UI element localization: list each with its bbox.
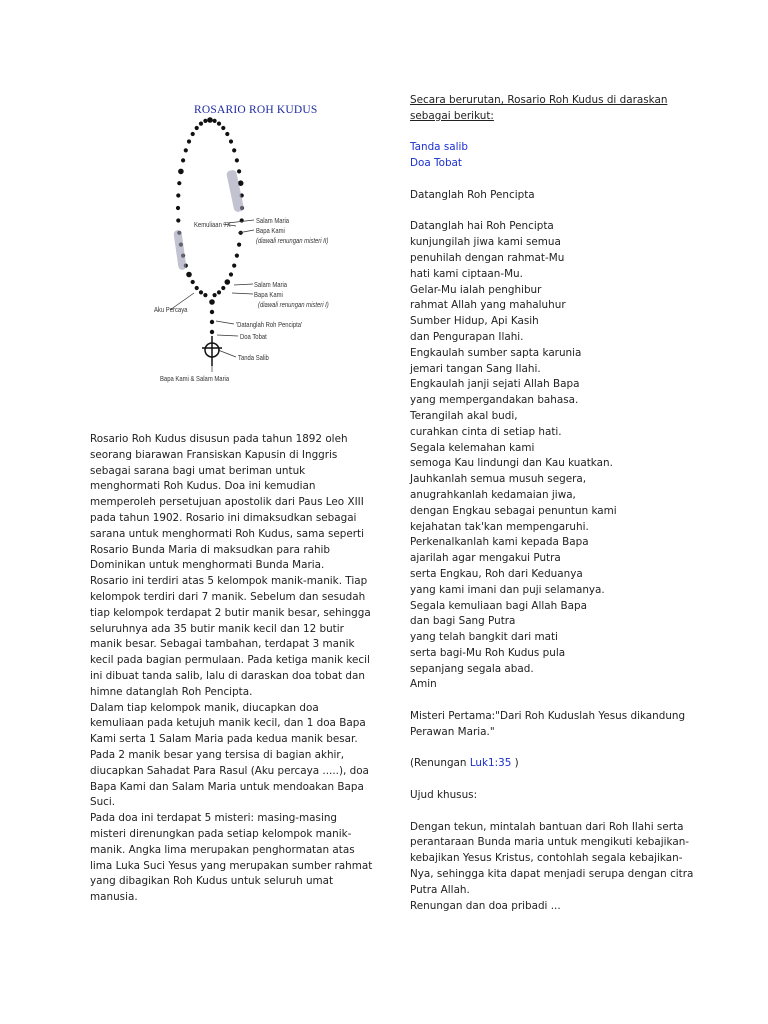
hymn-line: dengan Engkau sebagai penuntun kami: [410, 504, 617, 517]
closing-line: Nya, sehingga kita dapat menjadi serupa dengan citra: [410, 868, 694, 881]
body-text-line: misteri direnungkan pada setiap kelompok manik-: [90, 827, 352, 840]
body-text-line: manik besar. Sebagai tambahan, terdapat 3 manik: [90, 638, 355, 651]
body-text-line: diucapkan Sahadat Para Rasul (Aku percaya .....), doa: [90, 764, 369, 777]
body-text-line: memperoleh persetujuan apostolik dari Paus Leo XIII: [90, 496, 364, 509]
rosary-bead: [209, 299, 215, 305]
rosary-bead: [195, 126, 199, 130]
hymn-line: dan Pengurapan Ilahi.: [410, 330, 524, 343]
rosary-bead: [217, 122, 221, 126]
hymn-line: Perkenalkanlah kami kepada Bapa: [410, 536, 589, 549]
body-text-line: kelompok terdiri dari 7 manik. Sebelum dan sesudah: [90, 590, 366, 603]
body-text-line: manusia.: [90, 891, 138, 904]
body-text-line: seluruhnya ada 35 butir manik kecil dan 12 butir: [90, 622, 344, 635]
rosary-bead: [210, 320, 214, 324]
rosary-bead: [217, 290, 221, 294]
label-salam-maria-2: Salam Maria: [256, 216, 290, 225]
intro-line: sebagai berikut:: [410, 109, 494, 122]
label-bapa-kami-2: Bapa Kami: [256, 226, 285, 235]
hymn-lines: [410, 219, 710, 693]
rosary-bead: [235, 254, 239, 258]
body-text-line: kecil pada bagian permulaan. Pada ketiga manik kecil: [90, 654, 370, 667]
hymn-line: serta Engkau, Roh dari Keduanya: [410, 567, 583, 580]
hymn-line: kunjungilah jiwa kami semua: [410, 236, 561, 249]
rosary-bead: [229, 139, 233, 143]
hymn-line: yang telah bangkit dari mati: [410, 631, 558, 644]
link-luk-1-35[interactable]: Luk1:35: [469, 757, 512, 770]
body-text-line: Dalam tiap kelompok manik, diucapkan doa: [90, 701, 319, 714]
body-text-line: sarana untuk menghormati Roh Kudus, sama seperti: [90, 527, 364, 540]
label-aku-percaya: Aku Percaya: [154, 305, 188, 314]
hymn-line: curahkan cinta di setiap hati.: [410, 425, 562, 438]
closing-line: Dengan tekun, mintalah bantuan dari Roh Ilahi serta: [410, 820, 684, 833]
body-text-line: Dominikan untuk menghormati Bunda Maria.: [90, 559, 325, 572]
label-salam-maria-1: Salam Maria: [254, 280, 288, 289]
rosary-bead: [203, 119, 207, 123]
prayer-text-column: [410, 93, 710, 914]
hymn-line: kejahatan tak'kan mempengaruhi.: [410, 520, 589, 533]
hymn-line: Terangilah akal budi,: [410, 409, 518, 422]
hymn-line: Datanglah hai Roh Pencipta: [410, 220, 554, 233]
body-text-line: Kami serta 1 Salam Maria pada kedua manik besar.: [90, 733, 358, 746]
body-text-line: ini dibuat tanda salib, lalu di daraskan doa tobat dan: [90, 669, 365, 682]
rosary-bead: [176, 193, 180, 197]
hymn-line: ajarilah agar mengakui Putra: [410, 552, 561, 565]
label-datanglah: 'Datanglah Roh Pencipta': [236, 320, 303, 329]
rosary-bead: [181, 158, 185, 162]
rosary-bead: [187, 139, 191, 143]
body-text-line: Rosario Bunda Maria di maksudkan para rahib: [90, 543, 331, 556]
rosary-bead: [207, 117, 213, 123]
label-kemuliaan: Kemuliaan 7X: [194, 220, 231, 229]
body-text-line: menghormati Roh Kudus. Doa ini kemudian: [90, 480, 316, 493]
hymn-line: rahmat Allah yang mahaluhur: [410, 299, 566, 312]
hymn-line: sepanjang segala abad.: [410, 662, 534, 675]
body-text-line: Rosario ini terdiri atas 5 kelompok manik-manik. Tiap: [90, 575, 368, 588]
rosary-bead: [191, 132, 195, 136]
rosary-bead: [191, 280, 195, 284]
hymn-line: Jauhkanlah semua musuh segera,: [410, 473, 587, 486]
hymn-line: yang mempergandakan bahasa.: [410, 394, 579, 407]
rosary-drawing: [150, 100, 360, 390]
rosary-bead: [176, 206, 180, 210]
rosary-bead: [221, 126, 225, 130]
misteri-line: Perawan Maria.": [410, 725, 495, 738]
renungan-suffix: ): [511, 757, 519, 770]
rosary-bead: [225, 132, 229, 136]
hymn-line: Amin: [410, 678, 437, 691]
intro-text-column: [90, 432, 372, 906]
rosary-bead: [235, 158, 239, 162]
link-doa-tobat[interactable]: Doa Tobat: [410, 157, 463, 170]
rosary-bead: [199, 290, 203, 294]
rosary-bead: [240, 218, 244, 222]
hymn-line: yang kami imani dan puji selamanya.: [410, 583, 605, 596]
rosary-bead: [210, 330, 214, 334]
diagram-title: ROSARIO ROH KUDUS: [194, 104, 318, 116]
hymn-line: anugrahkanlah kedamaian jiwa,: [410, 488, 576, 501]
body-text-line: lima Luka Suci Yesus yang merupakan sumber rahmat: [90, 859, 373, 872]
label-bapa-kami-1: Bapa Kami: [254, 290, 283, 299]
body-text-line: himne datanglah Roh Pencipta.: [90, 685, 253, 698]
rosary-bead: [229, 272, 233, 276]
rosary-bead: [184, 148, 188, 152]
body-text-line: Pada 2 manik besar yang tersisa di bagian akhir,: [90, 748, 345, 761]
body-text-line: Bapa Kami dan Salam Maria untuk mendoakan Bapa: [90, 780, 364, 793]
rosary-bead: [237, 169, 241, 173]
rosary-bead: [221, 286, 225, 290]
body-text-line: sebagai sarana bagi umat beriman untuk: [90, 464, 306, 477]
hymn-line: Engkaulah sumber sapta karunia: [410, 346, 582, 359]
rosary-bead: [203, 293, 207, 297]
hymn-line: jemari tangan Sang Ilahi.: [410, 362, 541, 375]
label-doa-tobat: Doa Tobat: [240, 332, 267, 341]
hymn-line: serta bagi-Mu Roh Kudus pula: [410, 646, 566, 659]
rosary-bead: [176, 218, 180, 222]
rosary-bead: [210, 310, 214, 314]
hymn-line: Sumber Hidup, Api Kasih: [410, 315, 539, 328]
closing-line: kebajikan Yesus Kristus, contohlah segala kebajikan-: [410, 852, 683, 865]
hymn-heading: Datanglah Roh Pencipta: [410, 188, 535, 201]
rosary-bead: [178, 169, 184, 175]
closing-paragraph: [410, 820, 710, 915]
body-text-line: manik. Angka lima merupakan penghormatan atas: [90, 843, 355, 856]
ujud-heading: Ujud khusus:: [410, 789, 478, 802]
body-text-line: Pada doa ini terdapat 5 misteri: masing-masing: [90, 812, 338, 825]
hymn-line: Gelar-Mu ialah penghibur: [410, 283, 542, 296]
rosary-bead: [195, 286, 199, 290]
closing-line: Putra Allah.: [410, 883, 470, 896]
rosary-bead: [177, 181, 181, 185]
hymn-line: Segala kemuliaan bagi Allah Bapa: [410, 599, 587, 612]
rosary-bead: [186, 272, 192, 278]
label-renungan-1: (diawali renungan misteri I): [258, 300, 329, 309]
hymn-line: Engkaulah janji sejati Allah Bapa: [410, 378, 580, 391]
rosary-bead: [225, 279, 231, 285]
rosary-diagram: [150, 100, 360, 390]
body-text-line: pada tahun 1902. Rosario ini dimaksudkan sebagai: [90, 511, 357, 524]
body-text-line: seorang biarawan Fransiskan Kapusin di Inggris: [90, 448, 338, 461]
renungan-reference: [410, 756, 710, 772]
intro-line: Secara berurutan, Rosario Roh Kudus di daraskan: [410, 94, 668, 106]
rosary-bead: [213, 119, 217, 123]
closing-line: perantaraan Bunda maria untuk mengikuti kebajikan-: [410, 836, 690, 849]
body-text-line: kemuliaan pada ketujuh manik kecil, dan 1 doa Bapa: [90, 717, 366, 730]
hymn-line: hati kami ciptaan-Mu.: [410, 267, 523, 280]
rosary-bead: [237, 243, 241, 247]
renungan-prefix: (Renungan: [410, 757, 470, 770]
label-renungan-2: (diawali renungan misteri II): [256, 236, 329, 245]
closing-line: Renungan dan doa pribadi ...: [410, 899, 561, 912]
misteri-line: Misteri Pertama:"Dari Roh Kuduslah Yesus dikandung: [410, 710, 686, 723]
label-tanda-salib: Tanda Salib: [238, 353, 269, 362]
body-text-line: yang dibagikan Roh Kudus untuk seluruh umat: [90, 875, 334, 888]
rosary-bead: [232, 148, 236, 152]
rosary-bead: [213, 293, 217, 297]
rosary-bead: [199, 122, 203, 126]
link-tanda-salib[interactable]: Tanda salib: [410, 141, 468, 154]
body-text-line: Suci.: [90, 796, 116, 809]
hymn-line: dan bagi Sang Putra: [410, 615, 516, 628]
rosary-bead: [232, 264, 236, 268]
hymn-line: semoga Kau lindungi dan Kau kuatkan.: [410, 457, 613, 470]
label-bapa-kami-salam-maria: Bapa Kami & Salam Maria: [160, 374, 230, 383]
body-text-line: tiap kelompok terdapat 2 butir manik besar, sehingga: [90, 606, 371, 619]
hymn-line: Segala kelemahan kami: [410, 441, 535, 454]
body-text-line: Rosario Roh Kudus disusun pada tahun 1892 oleh: [90, 433, 348, 445]
hymn-line: penuhilah dengan rahmat-Mu: [410, 251, 565, 264]
